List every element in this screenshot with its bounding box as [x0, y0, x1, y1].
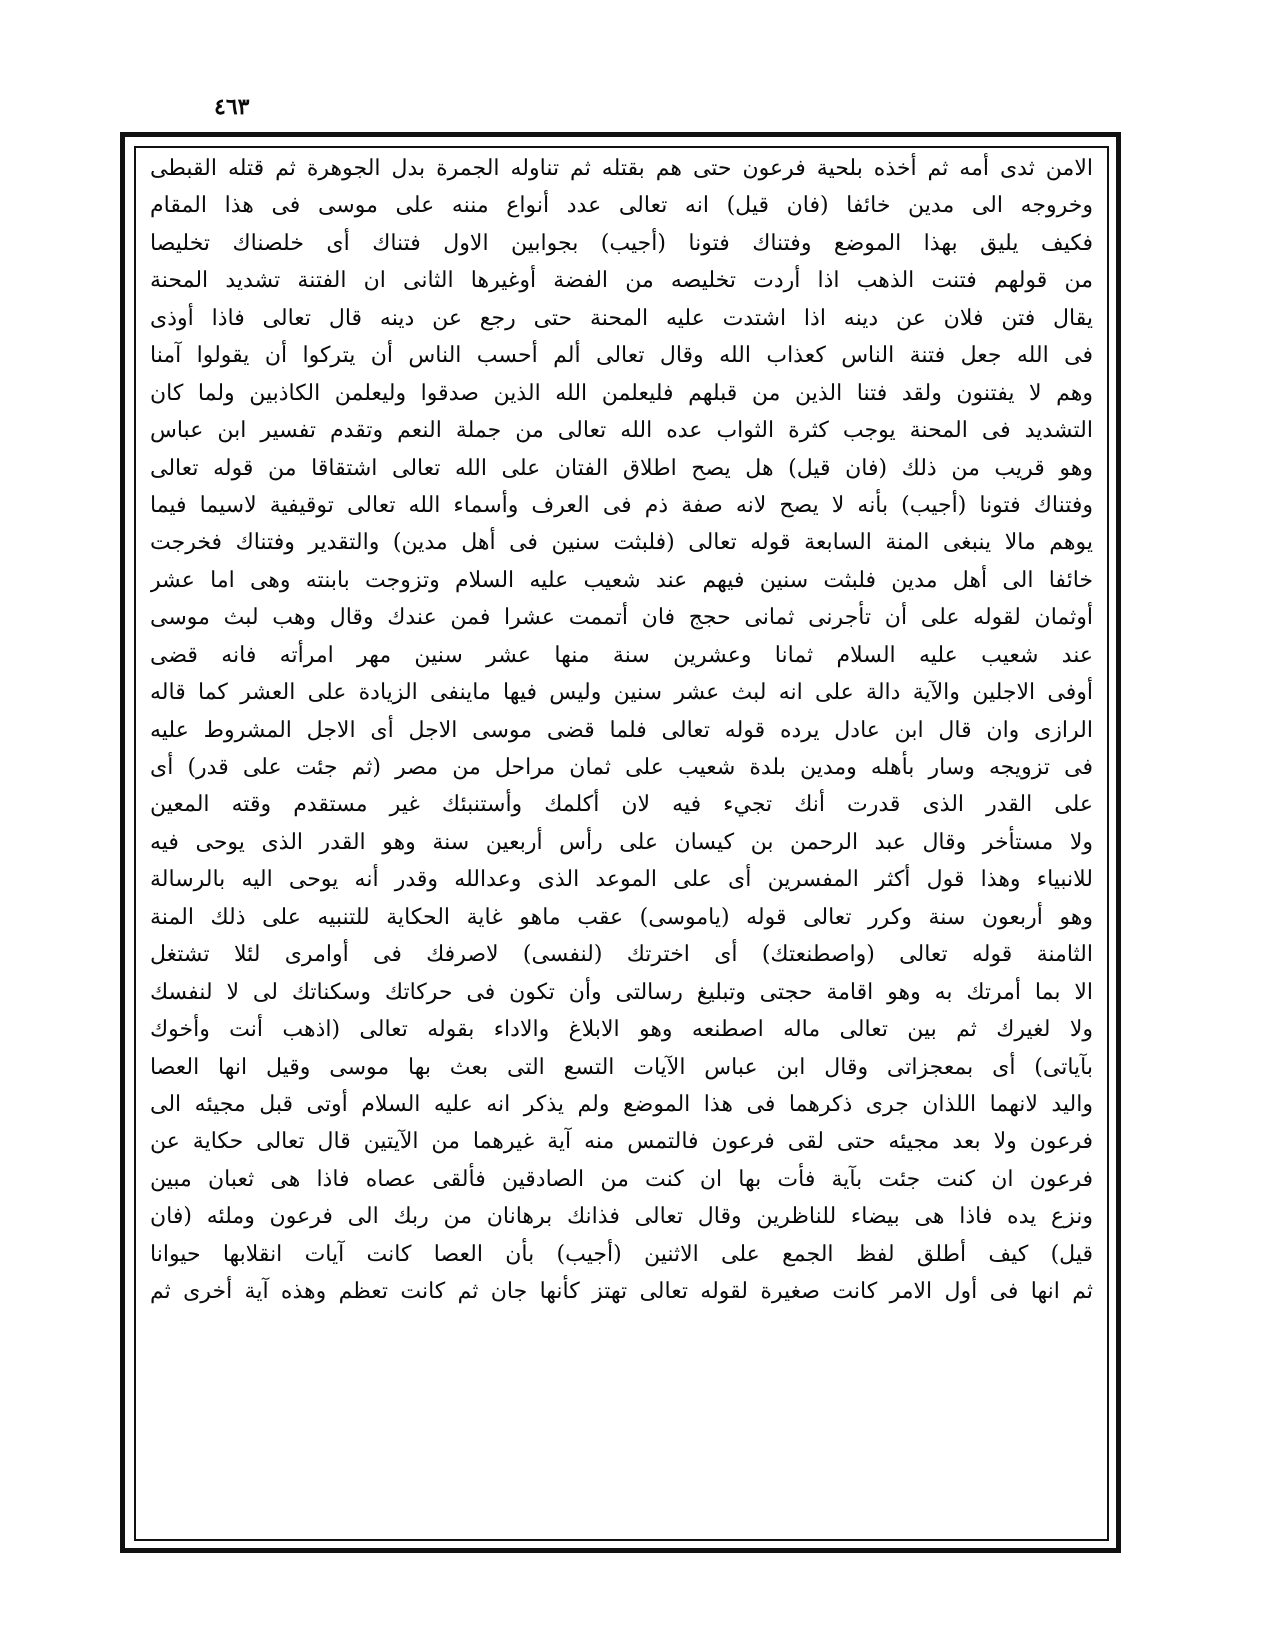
text-line: وهو قريب من ذلك (فان قيل) هل يصح اطلاق الفتان على الله تعالى اشتقاقا من قوله تعالى — [150, 455, 1093, 481]
text-line: ونزع يده فاذا هى بيضاء للناظرين وقال تعالى فذانك برهانان من ربك الى فرعون وملئه (فان — [150, 1204, 1093, 1230]
text-line: وفتناك فتونا (أجيب) بأنه لا يصح لانه صفة ذم فى العرف وأسماء الله تعالى توقيفية لاسيما فيما — [150, 492, 1093, 518]
text-line: الا بما أمرتك به وهو اقامة حجتى وتبليغ رسالتى وأن تكون فى حركاتك وسكناتك لى لا لنفسك — [150, 979, 1093, 1005]
text-line: للانبياء وهذا قول أكثر المفسرين أى على الموعد الذى وعدالله وقدر أنه يوحى اليه بالرسالة — [150, 867, 1093, 893]
text-line: فى الله جعل فتنة الناس كعذاب الله وقال تعالى ألم أحسب الناس أن يتركوا أن يقولوا آمنا — [150, 343, 1093, 369]
text-line: عند شعيب عليه السلام ثمانا وعشرين سنة منها عشر سنين مهر امرأته فانه قضى — [150, 642, 1093, 668]
text-line: قيل) كيف أطلق لفظ الجمع على الاثنين (أجيب) بأن العصا كانت آيات انقلابها حيوانا — [150, 1241, 1093, 1267]
body-text — [150, 150, 1093, 1311]
text-line: أوفى الاجلين والآية دالة على انه لبث عشر سنين وليس فيها ماينفى الزيادة على العشر كما قاله — [150, 680, 1093, 706]
text-line: فرعون ولا بعد مجيئه حتى لقى فرعون فالتمس منه آية غيرهما من الآيتين قال تعالى حكاية عن — [150, 1129, 1093, 1155]
text-line: بآياتى) أى بمعجزاتى وقال ابن عباس الآيات التسع التى بعث بها موسى وقيل انها العصا — [150, 1054, 1093, 1080]
text-line: ولا لغيرك ثم بين تعالى ماله اصطنعه وهو الابلاغ والاداء بقوله تعالى (اذهب أنت وأخوك — [150, 1017, 1093, 1043]
text-line: يوهم مالا ينبغى المنة السابعة قوله تعالى (فلبثت سنين فى أهل مدين) والتقدير وفتناك فخرجت — [150, 530, 1093, 556]
text-line: ثم انها فى أول الامر كانت صغيرة لقوله تعالى تهتز كأنها جان ثم كانت تعظم وهذه آية أخرى ثم — [150, 1279, 1093, 1305]
text-line: وهم لا يفتنون ولقد فتنا الذين من قبلهم فليعلمن الله الذين صدقوا وليعلمن الكاذبين ولما كان — [150, 380, 1093, 406]
text-line: الثامنة قوله تعالى (واصطنعتك) أى اخترتك (لنفسى) لاصرفك فى أوامرى لئلا تشتغل — [150, 942, 1093, 968]
text-line: ولا مستأخر وقال عبد الرحمن بن كيسان على رأس أربعين سنة وهو القدر الذى يوحى فيه — [150, 829, 1093, 855]
text-line: على القدر الذى قدرت أنك تجيء فيه لان أكلمك وأستنبئك غير مستقدم وقته المعين — [150, 792, 1093, 818]
page-number: ٤٦٣ — [214, 94, 250, 120]
text-line: وخروجه الى مدين خائفا (فان قيل) انه تعالى عدد أنواع مننه على موسى فى هذا المقام — [150, 193, 1093, 219]
page-border-inner — [134, 146, 1109, 1541]
text-line: الامن ثدى أمه ثم أخذه بلحية فرعون حتى هم بقتله ثم تناوله الجمرة بدل الجوهرة ثم قتله القبطى — [150, 156, 1093, 181]
text-line: الرازى وان قال ابن عادل يرده قوله تعالى فلما قضى موسى الاجل أى الاجل المشروط عليه — [150, 717, 1093, 743]
text-line: وهو أربعون سنة وكرر تعالى قوله (ياموسى) عقب ماهو غاية الحكاية للتنبيه على ذلك المنة — [150, 904, 1093, 930]
text-line: أوثمان لقوله على أن تأجرنى ثمانى حجج فان أتممت عشرا فمن عندك وقال وهب لبث موسى — [150, 605, 1093, 631]
text-line: فكيف يليق بهذا الموضع وفتناك فتونا (أجيب) بجوابين الاول فتناك أى خلصناك تخليصا — [150, 230, 1093, 256]
text-line: من قولهم فتنت الذهب اذا أردت تخليصه من الفضة أوغيرها الثانى ان الفتنة تشديد المحنة — [150, 268, 1093, 294]
text-line: فى تزويجه وسار بأهله ومدين بلدة شعيب على ثمان مراحل من مصر (ثم جئت على قدر) أى — [150, 755, 1093, 780]
text-line: واليد لانهما اللذان جرى ذكرهما فى هذا الموضع ولم يذكر انه عليه السلام أوتى قبل مجيئه الى — [150, 1091, 1093, 1117]
text-line: فرعون ان كنت جئت بآية فأت بها ان كنت من الصادقين فألقى عصاه فاذا هى ثعبان مبين — [150, 1166, 1093, 1192]
text-line: خائفا الى أهل مدين فلبثت سنين فيهم عند شعيب عليه السلام وتزوجت بابنته وهى اما عشر — [150, 567, 1093, 593]
text-line: التشديد فى المحنة يوجب كثرة الثواب عده الله تعالى من جملة النعم وتقدم تفسير ابن عباس — [150, 418, 1093, 444]
text-line: يقال فتن فلان عن دينه اذا اشتدت عليه المحنة حتى رجع عن دينه قال تعالى فاذا أوذى — [150, 305, 1093, 331]
